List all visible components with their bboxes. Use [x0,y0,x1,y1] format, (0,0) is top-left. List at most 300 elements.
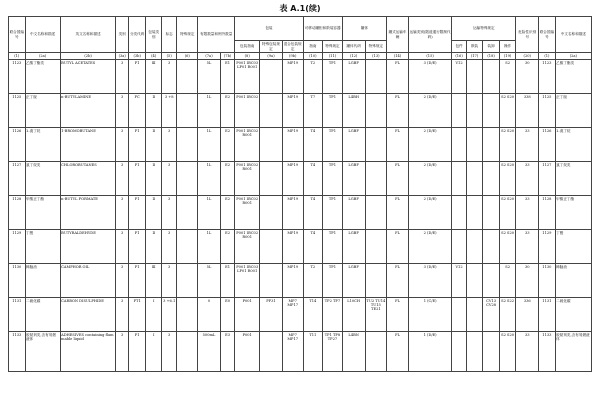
mixed-packing-cell: MP19 [282,196,303,230]
col-num: (12) [342,53,365,60]
vehicle-cell: FL [387,162,409,196]
pack-special-cell [260,230,283,264]
special-provision-cell [177,128,198,162]
un-cell-2: 1126 [539,128,556,162]
tank-instruction-cell: T2 [303,60,323,94]
vehicle-cell: FL [387,60,409,94]
bulk-cell [466,196,483,230]
col-num: (18) [483,53,500,60]
col-num: (20) [516,53,539,60]
mixed-packing-cell: MP19 [282,94,303,128]
tank-code-cell: L4BN [342,332,365,372]
excepted-qty-cell: E0 [220,298,234,332]
col-num: (14) [387,53,409,60]
header-label: 标志 [161,17,177,53]
mixed-packing-cell: MP7 MP17 [282,298,303,332]
header-packaging: 包装 [235,17,303,41]
operation-cell: S2 S20 [499,128,516,162]
limited-qty-cell: 1L [198,162,221,196]
transport-category-cell: 2 (D/E) [408,230,451,264]
limited-qty-cell: 5L [198,60,221,94]
vehicle-cell: FL [387,332,409,372]
en-name-cell: CAMPHOR OIL [60,264,116,298]
hazard-id-cell: 30 [516,60,539,94]
col-num: (11) [323,53,343,60]
operation-cell: S2 S20 [499,94,516,128]
excepted-qty-cell: E2 [220,162,234,196]
table-row [9,196,592,230]
header-tank: 罐体 [342,17,386,41]
tank-instruction-cell: T4 [303,230,323,264]
packing-group-cell: Ⅱ [146,162,162,196]
cn-name-cell-2: 乙酸丁酯类 [555,60,591,94]
loading-cell [483,196,500,230]
table-row [9,230,592,264]
code-cell: FC [128,94,146,128]
mixed-packing-cell: MP19 [282,230,303,264]
packages-cell: V12 [452,60,466,94]
code-cell: F1 [128,264,146,298]
column-number-row [9,53,592,60]
tank-code-cell: LGBF [342,196,365,230]
packing-group-cell: Ⅲ [146,264,162,298]
tank-special-cell: TP1 [323,94,343,128]
en-name-cell: 1-BROMOBUTANE [60,128,116,162]
un-cell-2: 1125 [539,94,556,128]
pack-instruction-cell: P001 IBC03 LP01 R001 [235,60,260,94]
en-name-cell: CHLOROBUTANES [60,162,116,196]
pack-instruction-cell: P001 IBC03 LP01 R001 [235,264,260,298]
special-provision-cell [177,264,198,298]
col-num: (7a) [198,53,221,60]
packing-group-cell: Ⅱ [146,230,162,264]
packing-group-cell: Ⅱ [146,128,162,162]
col-num: (4) [146,53,162,60]
pack-instruction-cell: P001 IBC02 R001 [235,128,260,162]
hazard-id-cell: 33 [516,332,539,372]
operation-cell: S2 [499,264,516,298]
class-cell: 3 [116,162,128,196]
un-cell: 1129 [9,230,26,264]
tank-code-special-cell [365,332,387,372]
table-row [9,264,592,298]
excepted-qty-cell: E3 [220,332,234,372]
tank-instruction-cell: T4 [303,128,323,162]
table-row [9,60,592,94]
packing-group-cell: Ⅲ [146,60,162,94]
col-num: (17) [466,53,483,60]
transport-category-cell: 2 (D/E) [408,94,451,128]
loading-cell [483,128,500,162]
hazard-id-cell: 33 [516,162,539,196]
un-cell-2: 1130 [539,264,556,298]
table-row [9,162,592,196]
loading-cell [483,162,500,196]
mixed-packing-cell: MP19 [282,60,303,94]
code-cell: F1 [128,162,146,196]
tank-instruction-cell: T14 [303,298,323,332]
bulk-cell [466,94,483,128]
un-cell: 1125 [9,94,26,128]
packing-group-cell: Ⅱ [146,94,162,128]
label-cell: 3 [161,196,177,230]
label-cell: 3 +6.1 [161,298,177,332]
tank-code-special-cell: TU2 TU14 TU15 TE21 [365,298,387,332]
pack-special-cell [260,94,283,128]
en-name-cell: n-BUTYLAMINE [60,94,116,128]
mixed-packing-cell: MP19 [282,264,303,298]
class-cell: 3 [116,94,128,128]
pack-special-cell [260,196,283,230]
tank-special-cell: TP1 [323,264,343,298]
code-cell: F1 [128,332,146,372]
col-num: (5) [161,53,177,60]
loading-cell [483,230,500,264]
un-cell: 1128 [9,196,26,230]
col-num: (6) [177,53,198,60]
header-portable-tank: 可移动罐柜和散装容器 [303,17,342,41]
header-class: 类别 [116,17,128,53]
header-pack-special: 特殊包装规定 [260,41,283,53]
label-cell: 3 +8 [161,94,177,128]
tank-instruction-cell: T2 [303,264,323,298]
transport-category-cell: 2 (D/E) [408,196,451,230]
special-provision-cell [177,162,198,196]
col-num: (3b) [128,53,146,60]
header-cn-name: 中文名称和描述 [25,17,60,53]
col-num: (19) [499,53,516,60]
header-loading: 装卸 [483,41,500,53]
un-cell-2: 1123 [539,60,556,94]
excepted-qty-cell: E1 [220,264,234,298]
limited-qty-cell: 0 [198,298,221,332]
special-provision-cell [177,298,198,332]
transport-category-cell: 2 (D/E) [408,162,451,196]
operation-cell: S2 S20 [499,162,516,196]
header-mixed-packing: 混合包装规定 [283,42,302,51]
label-cell: 3 [161,332,177,372]
un-cell: 1123 [9,60,26,94]
pack-special-cell [260,264,283,298]
loading-cell: CV13 CV28 [483,298,500,332]
excepted-qty-cell: E2 [220,94,234,128]
cn-name-cell: 丁醛 [25,230,60,264]
tank-code-cell: LGBF [342,264,365,298]
header-pack-instructions: 包装指南 [235,41,260,53]
header-packages: 包件 [452,41,466,53]
limited-qty-cell: 1L [198,128,221,162]
header-hazard-id: 危险性识别号 [516,17,539,53]
col-num: (9a) [260,53,283,60]
excepted-qty-cell: E2 [220,230,234,264]
table-row [9,94,592,128]
tank-special-cell: TP1 TP8 TP27 [323,332,343,372]
operation-cell: S2 S20 [499,196,516,230]
bulk-cell [466,332,483,372]
cn-name-cell: 甲酸正丁酯 [25,196,60,230]
code-cell: F1 [128,60,146,94]
bulk-cell [466,128,483,162]
header-tank-code-special: 特殊规定 [365,41,387,53]
label-cell: 3 [161,60,177,94]
packages-cell [452,94,466,128]
hazard-id-cell: 336 [516,298,539,332]
hazard-id-cell: 338 [516,94,539,128]
transport-category-cell: 2 (D/E) [408,128,451,162]
vehicle-cell: FL [387,264,409,298]
col-num: (2b) [60,53,116,60]
cn-name-cell-2: 正丁胺 [555,94,591,128]
tank-code-cell: L4BH [342,94,365,128]
pack-instruction-cell: P001 [235,298,260,332]
tank-special-cell: TP2 TP7 [323,298,343,332]
code-cell: F1 [128,196,146,230]
packages-cell [452,230,466,264]
cn-name-cell-2: 1-溴丁烷 [555,128,591,162]
class-cell: 3 [116,60,128,94]
pack-instruction-cell: P001 [235,332,260,372]
excepted-qty-cell: E2 [220,196,234,230]
col-num: (8) [235,53,260,60]
un-cell-2: 1131 [539,298,556,332]
label-cell: 3 [161,162,177,196]
operation-cell: S2 [499,60,516,94]
col-num: (9b) [282,53,303,60]
tank-code-special-cell [365,196,387,230]
col-num: (1) [9,53,26,60]
tank-code-cell: LGBF [342,162,365,196]
tank-special-cell: TP1 [323,162,343,196]
loading-cell [483,264,500,298]
tank-code-special-cell [365,264,387,298]
class-cell: 3 [116,298,128,332]
packing-group-cell: Ⅱ [146,196,162,230]
col-num: (1) [539,53,556,60]
header-transport-category: 运输类别(隧道通行限制代码) [408,17,451,53]
code-cell: F1 [128,230,146,264]
un-cell-2: 1127 [539,162,556,196]
code-cell: F1 [128,128,146,162]
tank-code-special-cell [365,230,387,264]
un-cell: 1133 [9,332,26,372]
loading-cell [483,332,500,372]
tank-special-cell: TP1 [323,60,343,94]
table-title: 表 A.1(续) [279,4,321,13]
un-cell: 1127 [9,162,26,196]
packages-cell: V12 [452,264,466,298]
class-cell: 3 [116,128,128,162]
tank-instruction-cell: T11 [303,332,323,372]
label-cell: 3 [161,264,177,298]
transport-category-cell: 3 (D/E) [408,264,451,298]
hazard-id-cell: 33 [516,128,539,162]
col-num: (13) [365,53,387,60]
cn-name-cell: 胶黏剂类,含有易燃液体 [25,332,60,372]
col-num: (2a) [25,53,60,60]
un-cell-2: 1133 [539,332,556,372]
special-provision-cell [177,196,198,230]
header-special-provisions: 特殊规定 [177,17,198,53]
hazard-id-cell: 33 [516,196,539,230]
limited-qty-cell: 1L [198,94,221,128]
cn-name-cell: 二硫化碳 [25,298,60,332]
un-cell-2: 1128 [539,196,556,230]
excepted-qty-cell: E1 [220,60,234,94]
header-vehicle: 罐式运输车辆 [387,17,409,53]
loading-cell [483,60,500,94]
tank-instruction-cell: T7 [303,94,323,128]
table-row [9,128,592,162]
tank-code-cell: LGBF [342,128,365,162]
class-cell: 3 [116,264,128,298]
cn-name-cell: 樟脑油 [25,264,60,298]
packages-cell [452,162,466,196]
packages-cell [452,298,466,332]
cn-name-cell: 1-溴丁烷 [25,128,60,162]
header-packing-group: 包装类别 [146,17,162,53]
header-un: 联合国编号 [9,17,26,53]
operation-cell: S2 S20 [499,332,516,372]
pack-special-cell [260,128,283,162]
transport-category-cell: 1 (D/E) [408,332,451,372]
operation-cell: S2 S22 [499,298,516,332]
header-un-2: 联合国编号 [539,17,556,53]
pack-special-cell [260,332,283,372]
limited-qty-cell: 500mL [198,332,221,372]
mixed-packing-cell: MP7 MP17 [282,332,303,372]
pack-instruction-cell: P001 IBC02 R001 [235,162,260,196]
en-name-cell: ADHESIVES containing flammable liquid [60,332,116,372]
special-provision-cell [177,60,198,94]
tank-code-cell: L10CH [342,298,365,332]
pack-instruction-cell: P001 IBC02 R001 [235,230,260,264]
special-provision-cell [177,230,198,264]
col-num: (3a) [116,53,128,60]
packing-group-cell: Ⅰ [146,298,162,332]
tank-code-special-cell [365,128,387,162]
limited-qty-cell: 5L [198,264,221,298]
class-cell: 3 [116,196,128,230]
packages-cell [452,332,466,372]
un-cell: 1130 [9,264,26,298]
operation-cell: S2 S20 [499,230,516,264]
tank-code-cell: LGBF [342,230,365,264]
col-num: (15) [408,53,451,60]
class-cell: 3 [116,230,128,264]
un-cell-2: 1129 [539,230,556,264]
packages-cell [452,128,466,162]
code-cell: FT1 [128,298,146,332]
vehicle-cell: FL [387,128,409,162]
packing-group-cell: Ⅰ [146,332,162,372]
cn-name-cell-2: 甲酸正丁酯 [555,196,591,230]
header-cn-name-2: 中文名称和描述 [555,17,591,53]
hazard-id-cell: 30 [516,264,539,298]
tank-special-cell: TP1 [323,230,343,264]
excepted-qty-cell: E2 [220,128,234,162]
header-tank-code: 罐体代码 [342,41,365,53]
un-cell: 1126 [9,128,26,162]
hazard-id-cell: 33 [516,230,539,264]
bulk-cell [466,162,483,196]
cn-name-cell-2: 胶黏剂类,含有易燃液体 [555,332,591,372]
cn-name-cell-2: 丁醛 [555,230,591,264]
mixed-packing-cell: MP19 [282,128,303,162]
mixed-packing-cell: MP19 [282,162,303,196]
tank-code-cell: LGBF [342,60,365,94]
vehicle-cell: FL [387,94,409,128]
transport-category-cell: 1 (C/E) [408,298,451,332]
header-en-name: 英文名称和描述 [60,17,116,53]
bulk-cell [466,60,483,94]
header-transport-special: 运输特殊规定 [452,17,516,41]
cn-name-cell-2: 氯丁烷类 [555,162,591,196]
tank-code-special-cell [365,162,387,196]
header-tank-instructions: 指南 [303,41,323,53]
tank-special-cell: TP1 [323,196,343,230]
en-name-cell: BUTYL ACETATES [60,60,116,94]
cn-name-cell: 正丁胺 [25,94,60,128]
tank-special-cell: TP1 [323,128,343,162]
header-code: 分类代码 [128,17,146,53]
limited-qty-cell: 1L [198,196,221,230]
col-num: (16) [452,53,466,60]
vehicle-cell: FL [387,298,409,332]
special-provision-cell [177,332,198,372]
tank-instruction-cell: T4 [303,162,323,196]
tank-code-special-cell [365,60,387,94]
label-cell: 3 [161,230,177,264]
en-name-cell: CARBON DISULPHIDE [60,298,116,332]
en-name-cell: n-BUTYL FORMATE [60,196,116,230]
cn-name-cell: 乙酸丁酯类 [25,60,60,94]
col-num: (2a) [555,53,591,60]
header-limited-quantity: 有限数量和例外数量 [198,17,235,53]
vehicle-cell: FL [387,230,409,264]
en-name-cell: BUTYRALDEHYDE [60,230,116,264]
bulk-cell [466,230,483,264]
bulk-cell [466,298,483,332]
pack-special-cell: PP31 [260,298,283,332]
dangerous-goods-table [8,16,592,372]
packages-cell [452,196,466,230]
tank-code-special-cell [365,94,387,128]
header-operation: 操作 [499,41,516,53]
bulk-cell [466,264,483,298]
cn-name-cell: 氯丁烷类 [25,162,60,196]
pack-special-cell [260,162,283,196]
tank-instruction-cell: T4 [303,196,323,230]
col-num: (10) [303,53,323,60]
transport-category-cell: 3 (D/E) [408,60,451,94]
vehicle-cell: FL [387,196,409,230]
header-tank-special: 特殊规定 [323,41,343,53]
cn-name-cell-2: 樟脑油 [555,264,591,298]
pack-instruction-cell: P001 IBC02 [235,94,260,128]
header-bulk: 散装 [466,41,483,53]
col-num: (7b) [220,53,234,60]
limited-qty-cell: 1L [198,230,221,264]
un-cell: 1131 [9,298,26,332]
pack-special-cell [260,60,283,94]
table-row [9,298,592,332]
table-row [9,332,592,372]
special-provision-cell [177,94,198,128]
pack-instruction-cell: P001 IBC02 R001 [235,196,260,230]
label-cell: 3 [161,128,177,162]
loading-cell [483,94,500,128]
cn-name-cell-2: 二硫化碳 [555,298,591,332]
